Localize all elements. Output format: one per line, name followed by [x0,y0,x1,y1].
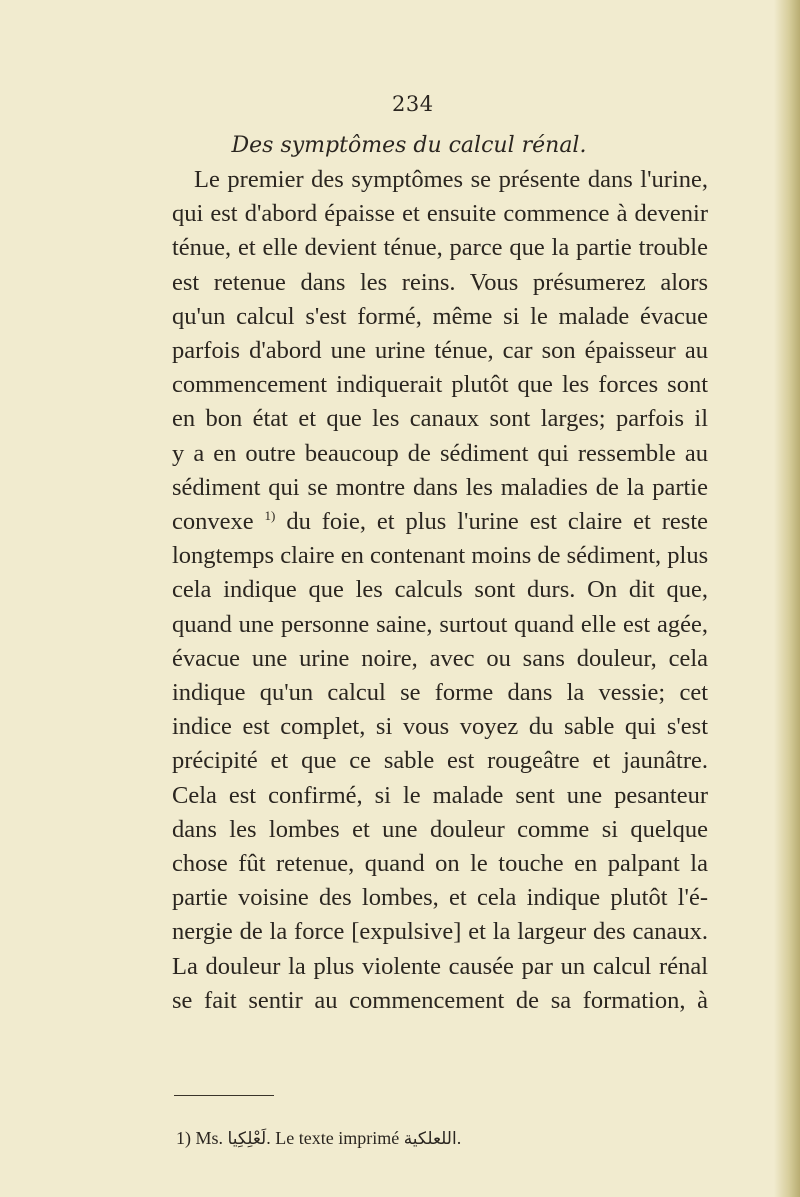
text-line: parfois d'abord une urine ténue, car son épaisseur au [172,337,708,365]
text-line: cela indique que les calculs sont durs. On dit que, [172,576,708,604]
text-fragment: du foie, et plus l'urine est claire et reste [286,508,709,536]
text-line: sédiment qui se montre dans les maladies de la partie [172,473,708,501]
body-text [172,163,708,1018]
text-line: évacue une urine noire, avec ou sans douleur, cela [172,644,708,672]
text-line: indique qu'un calcul se forme dans la vessie; cet [172,679,708,707]
text-fragment: convexe [172,508,254,536]
text-line: qu'un calcul s'est formé, même si le malade évacue [172,302,708,330]
text-line: quand une personne saine, surtout quand elle est agée, [172,610,708,638]
footnote-rule [174,1095,274,1096]
page-edge-shadow [774,0,800,1197]
text-line: partie voisine des lombes, et cela indique plutôt l'é- [172,884,708,912]
text-line: Cela est confirmé, si le malade sent une pesanteur [172,781,708,809]
text-line: qui est d'abord épaisse et ensuite commence à devenir [172,200,708,228]
footnote-text: Le texte imprimé [275,1128,400,1148]
text-line-with-footnote [172,505,708,539]
text-line: se fait sentir au commencement de sa formation, à [172,986,708,1014]
text-line: indice est complet, si vous voyez du sable qui s'est [172,713,708,741]
footnote-number: 1) [176,1128,191,1148]
text-line: ténue, et elle devient ténue, parce que la partie trouble [172,234,708,262]
section-heading: Des symptômes du calcul rénal. [231,133,587,158]
footnote-ms-label: Ms. [195,1128,224,1148]
footnote-end: . [456,1128,462,1148]
text-line: y a en outre beaucoup de sédiment qui ressemble au [172,439,708,467]
page-number: 234 [392,92,434,116]
text-line: commencement indiquerait plutôt que les forces sont [172,371,708,399]
footnote-separator: . [266,1128,271,1148]
text-line: Le premier des symptômes se présente dans l'urine, [194,166,708,193]
text-line: La douleur la plus violente causée par un calcul rénal [172,952,708,980]
footnote [176,1128,461,1149]
text-line: dans les lombes et une douleur comme si quelque [172,815,708,843]
footnote-arabic-ms: لَعْلِكِيا [227,1129,267,1149]
text-line: chose fût retenue, quand on le touche en palpant la [172,850,708,878]
text-line: est retenue dans les reins. Vous présumerez alors [172,268,708,296]
text-line: en bon état et que les canaux sont larges; parfois il [172,405,708,433]
text-line: longtemps claire en contenant moins de sédiment, plus [172,542,709,570]
text-line: précipité et que ce sable est rougeâtre et jaunâtre. [172,747,708,775]
text-line: nergie de la force [expulsive] et la largeur des canaux. [172,918,708,946]
footnote-marker: 1) [264,508,276,524]
footnote-arabic-printed: اللعلكية [403,1129,457,1149]
